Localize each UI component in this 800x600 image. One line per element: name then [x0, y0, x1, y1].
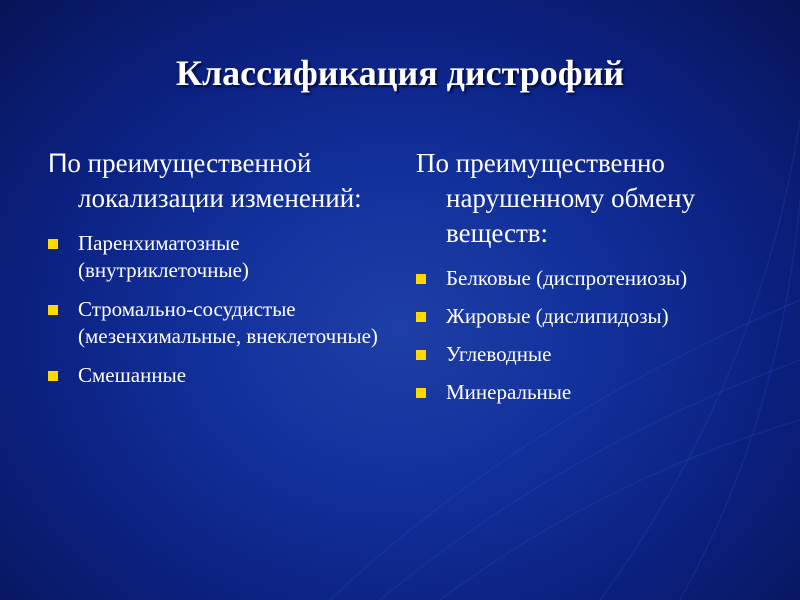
square-bullet-icon — [416, 312, 426, 322]
list-item-text: Минеральные — [446, 380, 572, 404]
list-item-text: Паренхиматозные (внутриклеточные) — [78, 231, 249, 282]
square-bullet-icon — [416, 388, 426, 398]
right-item-list — [416, 265, 786, 406]
right-column — [416, 146, 786, 417]
square-bullet-icon — [48, 239, 58, 249]
heading-first-letter: П — [48, 148, 68, 178]
left-item-list — [48, 230, 378, 389]
list-item — [416, 341, 786, 368]
left-column-heading — [48, 146, 378, 216]
list-item — [48, 296, 378, 350]
list-item — [416, 379, 786, 406]
square-bullet-icon — [416, 350, 426, 360]
list-item-text: Стромально-сосудистые (мезенхимальные, внеклеточные) — [78, 297, 378, 348]
list-item-text: Смешанные — [78, 363, 187, 387]
list-item — [416, 303, 786, 330]
square-bullet-icon — [48, 305, 58, 315]
heading-rest: о преимущественной локализации изменений: — [67, 148, 362, 213]
left-column — [48, 146, 378, 401]
slide-title: Классификация дистрофий — [175, 53, 625, 93]
right-column-heading: По преимущественно нарушенному обмену веществ: — [416, 148, 696, 248]
list-item-text: Углеводные — [446, 342, 552, 366]
square-bullet-icon — [48, 371, 58, 381]
list-item-text: Белковые (диспротениозы) — [446, 266, 688, 290]
list-item — [48, 362, 378, 389]
list-item — [48, 230, 378, 284]
list-item — [416, 265, 786, 292]
square-bullet-icon — [416, 274, 426, 284]
list-item-text: Жировые (дислипидозы) — [446, 304, 669, 328]
